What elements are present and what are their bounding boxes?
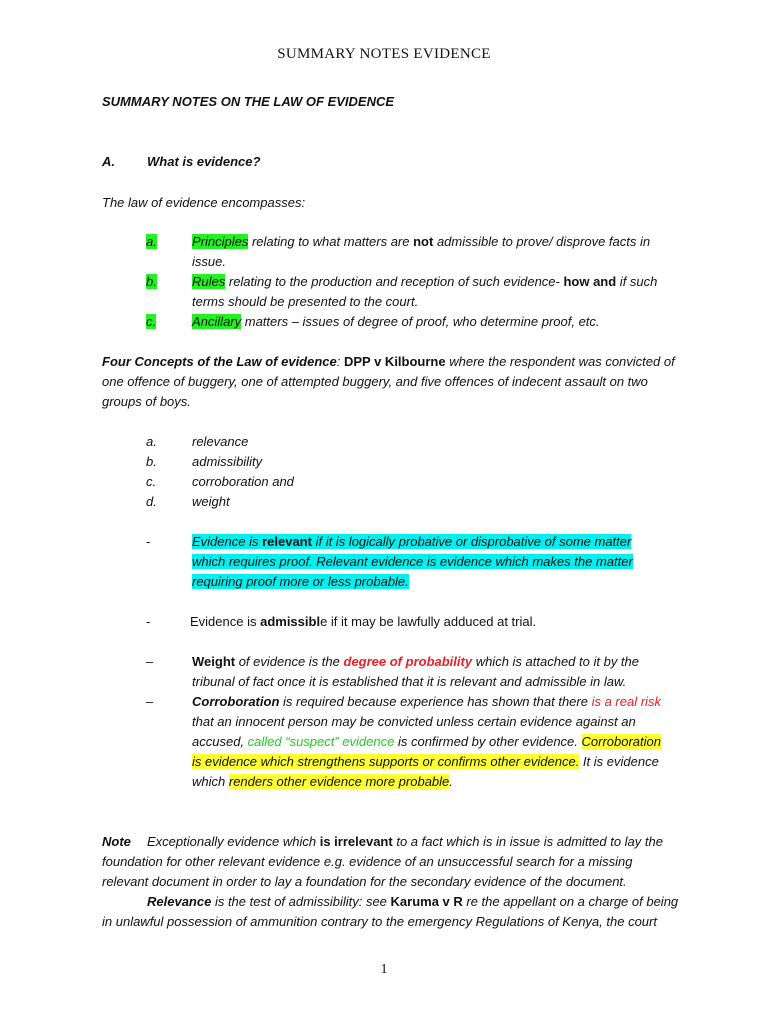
concept-marker: a. [146,434,157,449]
corroboration-line: accused, called “suspect” evidence is confirmed by other evidence. Corroboration [192,734,662,749]
list-item-continuation: issue. [192,254,226,269]
relevance-paragraph: Relevance is the test of admissibility: see Karuma v R re the appellant on a charge of being [147,894,679,909]
concepts-paragraph: Four Concepts of the Law of evidence: DPP v Kilbourne where the respondent was convicted of [102,354,675,369]
concepts-paragraph-line: groups of boys. [102,394,191,409]
admissible-definition: Evidence is admissible if it may be lawfully adduced at trial. [190,614,537,629]
dash-bullet: - [146,534,151,549]
dash-bullet: – [146,694,154,709]
section-a-letter: A. [102,154,115,169]
list-item: Rules relating to the production and reception of such evidence- how and if such [192,274,658,289]
intro-text: The law of evidence encompasses: [102,195,306,210]
note-text-line: relevant document in order to lay a foundation for the secondary evidence of the document. [102,874,627,889]
dash-bullet: – [146,654,154,669]
section-a-title: What is evidence? [147,154,261,169]
concept-marker: b. [146,454,157,469]
corroboration-line: is evidence which strengthens supports or confirms other evidence. It is evidence [192,754,659,769]
note-text: Exceptionally evidence which is irrelevant to a fact which is in issue is admitted to lay the [147,834,663,849]
corroboration-line: which renders other evidence more probable. [192,774,453,789]
list-item: Principles relating to what matters are not admissible to prove/ disprove facts in [192,234,651,249]
relevance-paragraph-line: in unlawful possession of ammunition contrary to the emergency Regulations of Kenya, the court [102,914,657,929]
concept-marker: d. [146,494,157,509]
note-text-line: foundation for other relevant evidence e.g. evidence of an unsuccessful search for a missing [102,854,633,869]
dash-bullet: - [146,614,151,629]
concept-item: relevance [192,434,249,449]
relevant-definition-line: requiring proof more or less probable. [192,574,409,589]
list-item-marker: b. [146,274,157,289]
corroboration-line: that an innocent person may be convicted unless certain evidence against an [192,714,636,729]
corroboration-definition: Corroboration is required because experience has shown that there is a real risk [192,694,661,709]
list-item-continuation: terms should be presented to the court. [192,294,419,309]
list-item-marker: c. [146,314,157,329]
weight-definition-line: tribunal of fact once it is established that it is relevant and admissible in law. [192,674,627,689]
note-label: Note [102,834,131,849]
page-number: 1 [380,962,388,977]
relevant-definition: Evidence is relevant if it is logically probative or disprobative of some matter [192,534,632,549]
concept-item: admissibility [192,454,263,469]
list-item: Ancillary matters – issues of degree of proof, who determine proof, etc. [192,314,600,329]
relevant-definition-line: which requires proof. Relevant evidence is evidence which makes the matter [192,554,633,569]
main-title: SUMMARY NOTES ON THE LAW OF EVIDENCE [102,94,395,109]
concepts-paragraph-line: one offence of buggery, one of attempted buggery, and five offences of indecent assault on two [102,374,648,389]
weight-definition: Weight of evidence is the degree of probability which is attached to it by the [192,654,640,669]
list-item-marker: a. [146,234,157,249]
concept-item: corroboration and [192,474,294,489]
concept-marker: c. [146,474,157,489]
concept-item: weight [192,494,230,509]
page-header: SUMMARY NOTES EVIDENCE [277,46,491,62]
